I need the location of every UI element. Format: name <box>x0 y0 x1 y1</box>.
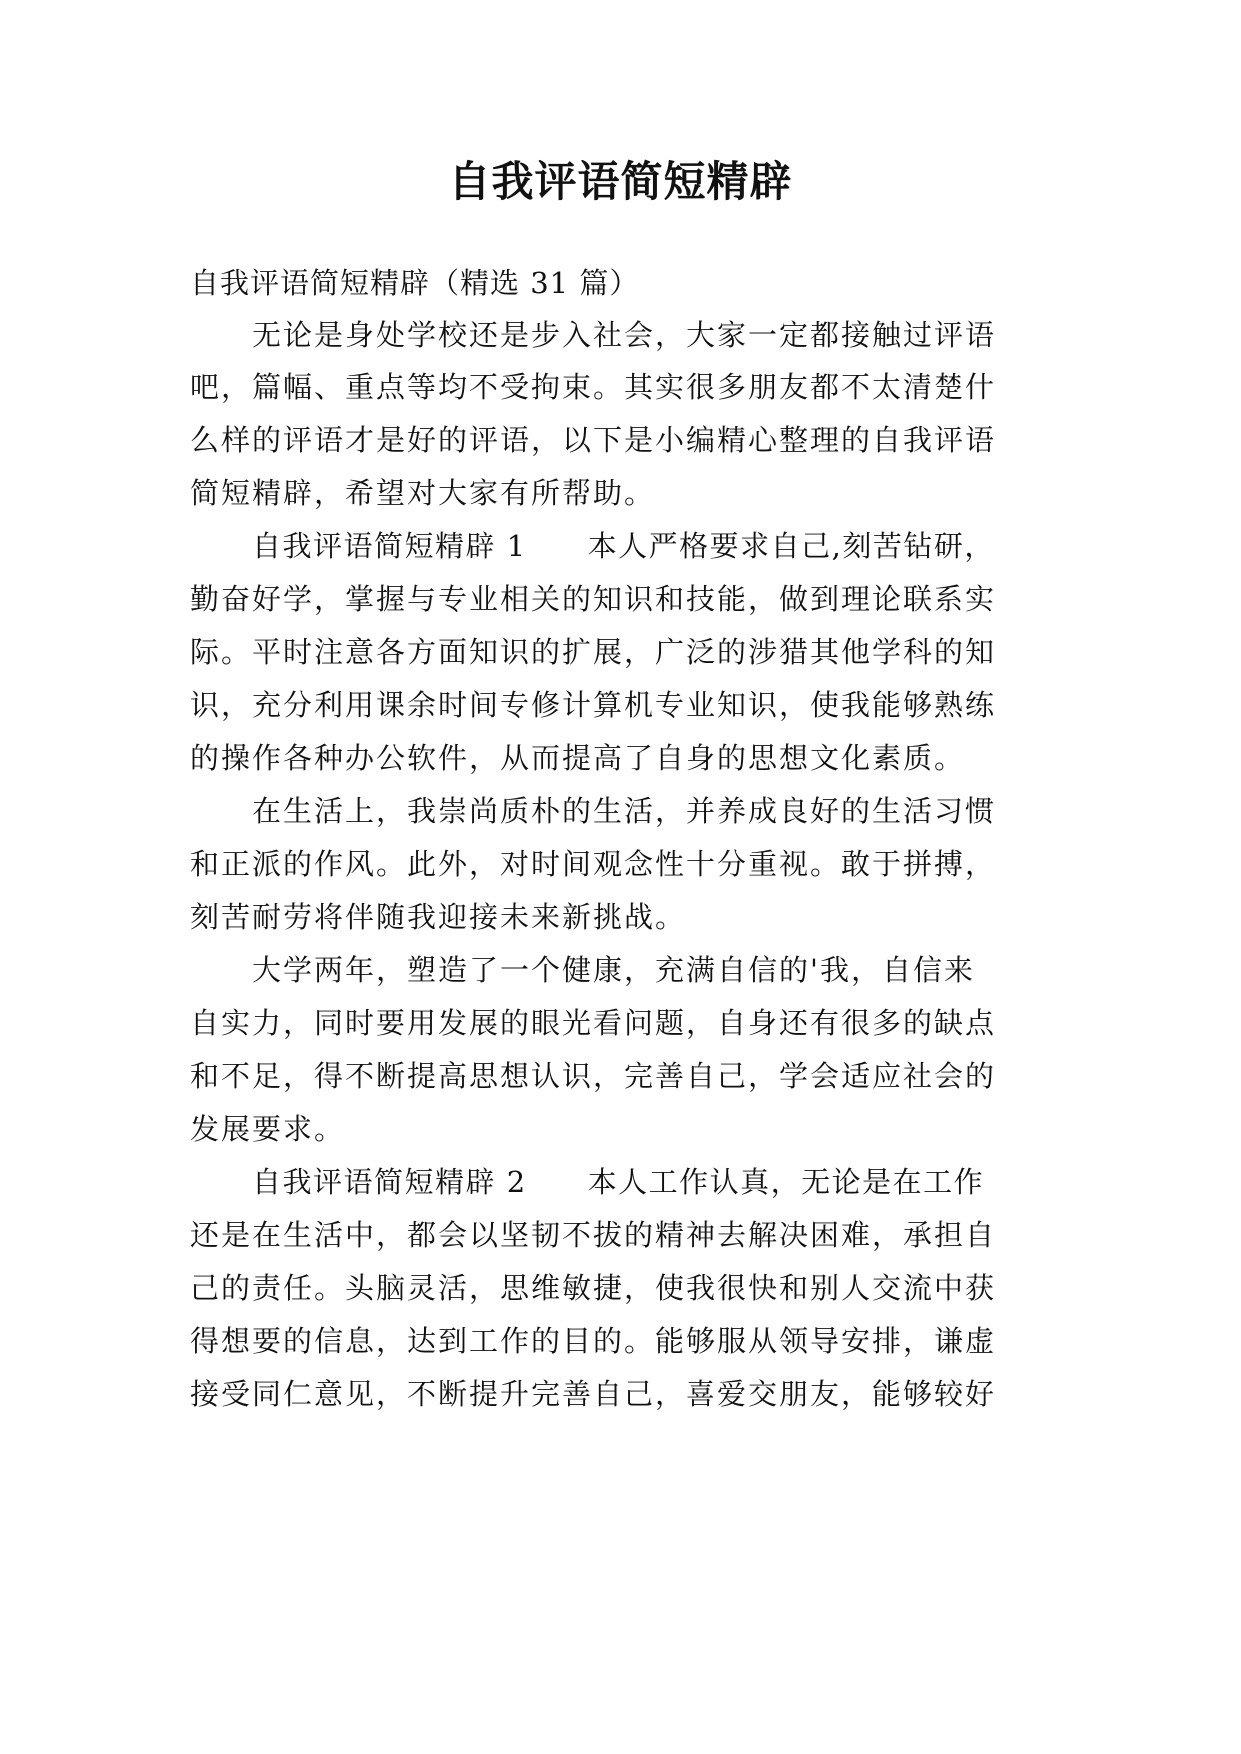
body-line: 自实力，同时要用发展的眼光看问题，自身还有很多的缺点 <box>190 1006 997 1040</box>
body-line: 得想要的信息，达到工作的目的。能够服从领导安排，谦虚 <box>190 1324 997 1358</box>
body-line: 简短精辟，希望对大家有所帮助。 <box>190 476 656 510</box>
body-line: 吧，篇幅、重点等均不受拘束。其实很多朋友都不太清楚什 <box>190 370 997 404</box>
body-line: 发展要求。 <box>190 1112 346 1146</box>
body-line: 勤奋好学，掌握与专业相关的知识和技能，做到理论联系实 <box>190 582 997 616</box>
subtitle-line: 自我评语简短精辟（精选 31 篇） <box>190 266 640 300</box>
body-line: 识，充分利用课余时间专修计算机专业知识，使我能够熟练 <box>190 688 997 722</box>
body-line: 际。平时注意各方面知识的扩展，广泛的涉猎其他学科的知 <box>190 635 997 669</box>
section-heading-1: 自我评语简短精辟 1 本人严格要求自己,刻苦钻研， <box>252 529 995 563</box>
body-line: 的操作各种办公软件，从而提高了自身的思想文化素质。 <box>190 741 966 775</box>
body-line: 无论是身处学校还是步入社会，大家一定都接触过评语 <box>252 318 997 352</box>
body-line: 刻苦耐劳将伴随我迎接未来新挑战。 <box>190 900 687 934</box>
document-title: 自我评语简短精辟 <box>448 157 793 206</box>
body-line: 还是在生活中，都会以坚韧不拔的精神去解决困难，承担自 <box>190 1218 997 1252</box>
body-line: 接受同仁意见，不断提升完善自己，喜爱交朋友，能够较好 <box>190 1377 997 1411</box>
body-line: 和不足，得不断提高思想认识，完善自己，学会适应社会的 <box>190 1059 997 1093</box>
body-line: 和正派的作风。此外，对时间观念性十分重视。敢于拼搏， <box>190 847 997 881</box>
body-line: 己的责任。头脑灵活，思维敏捷，使我很快和别人交流中获 <box>190 1271 997 1305</box>
section-heading-2: 自我评语简短精辟 2 本人工作认真，无论是在工作 <box>252 1165 985 1199</box>
body-line: 在生活上，我崇尚质朴的生活，并养成良好的生活习惯 <box>252 794 997 828</box>
body-line: 大学两年，塑造了一个健康，充满自信的'我，自信来 <box>252 953 975 987</box>
body-line: 么样的评语才是好的评语，以下是小编精心整理的自我评语 <box>190 423 997 457</box>
